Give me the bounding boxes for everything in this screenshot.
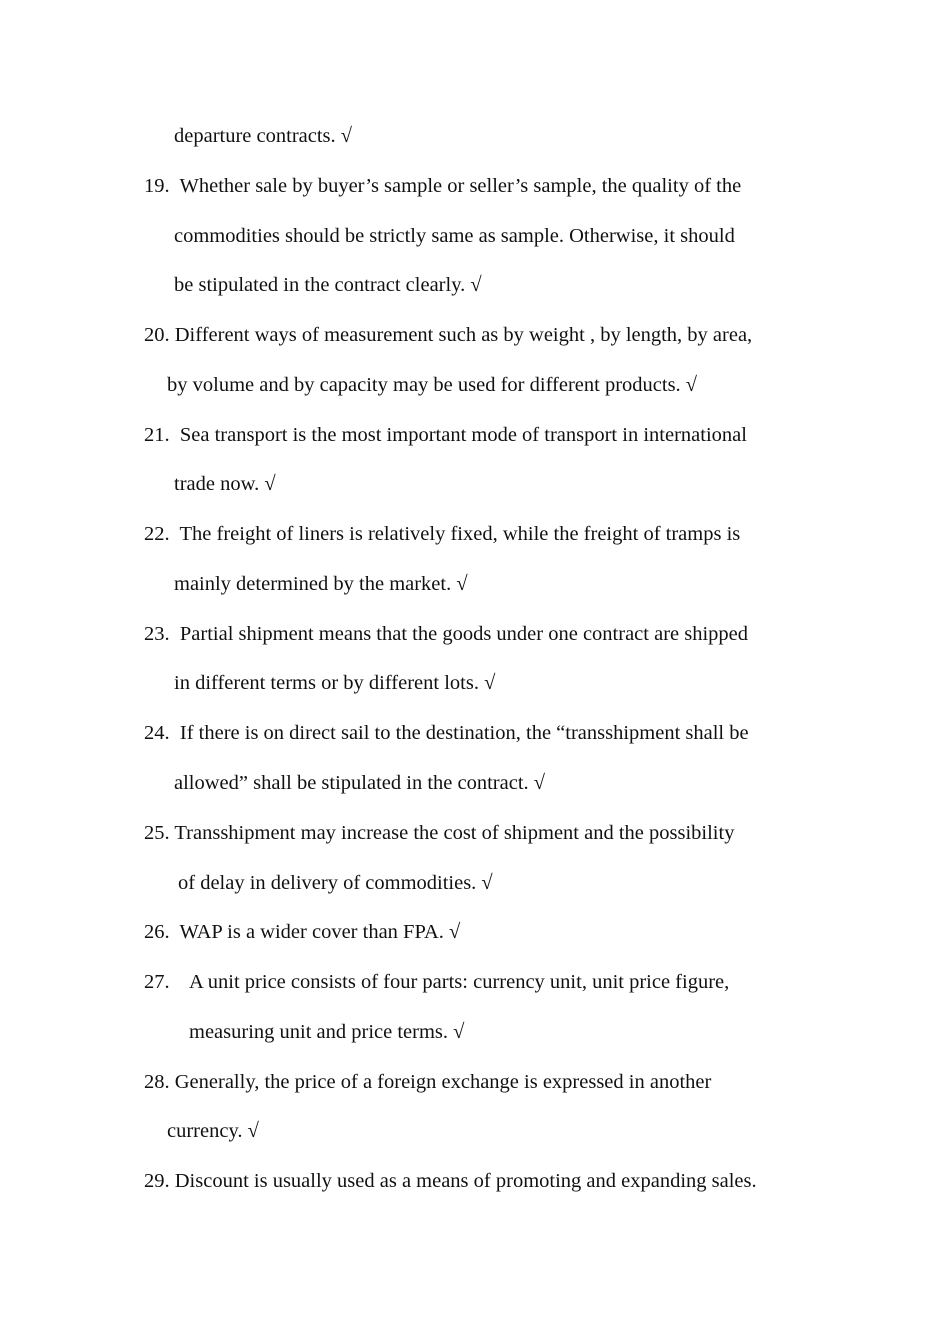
- item-28-line-1: 28. Generally, the price of a foreign exchange is expressed in another: [144, 1071, 712, 1093]
- item-18-line-1: departure contracts. √: [174, 125, 353, 147]
- item-20-line-2: by volume and by capacity may be used for different products. √: [167, 374, 698, 396]
- item-19-line-2: commodities should be strictly same as sample. Otherwise, it should: [174, 225, 735, 247]
- item-23-line-2: in different terms or by different lots. √: [174, 672, 496, 694]
- item-24-line-2: allowed” shall be stipulated in the contract. √: [174, 772, 546, 794]
- item-27-line-1: 27. A unit price consists of four parts: currency unit, unit price figure,: [144, 971, 730, 993]
- item-19-line-3: be stipulated in the contract clearly. √: [174, 274, 482, 296]
- item-29-line-1: 29. Discount is usually used as a means of promoting and expanding sales.: [144, 1170, 757, 1192]
- item-23-line-1: 23. Partial shipment means that the goods under one contract are shipped: [144, 623, 749, 645]
- item-20-line-1: 20. Different ways of measurement such as by weight , by length, by area,: [144, 324, 753, 346]
- item-19-line-1: 19. Whether sale by buyer’s sample or seller’s sample, the quality of the: [144, 175, 742, 197]
- item-28-line-2: currency. √: [167, 1120, 259, 1142]
- item-21-line-2: trade now. √: [174, 473, 276, 495]
- item-22-line-1: 22. The freight of liners is relatively fixed, while the freight of tramps is: [144, 523, 741, 545]
- item-22-line-2: mainly determined by the market. √: [174, 573, 468, 595]
- item-25-line-1: 25. Transshipment may increase the cost of shipment and the possibility: [144, 822, 735, 844]
- item-25-line-2: of delay in delivery of commodities. √: [178, 872, 493, 894]
- item-27-line-2: measuring unit and price terms. √: [189, 1021, 465, 1043]
- item-26-line-1: 26. WAP is a wider cover than FPA. √: [144, 921, 461, 943]
- item-24-line-1: 24. If there is on direct sail to the destination, the “transshipment shall be: [144, 722, 749, 744]
- item-21-line-1: 21. Sea transport is the most important mode of transport in international: [144, 424, 747, 446]
